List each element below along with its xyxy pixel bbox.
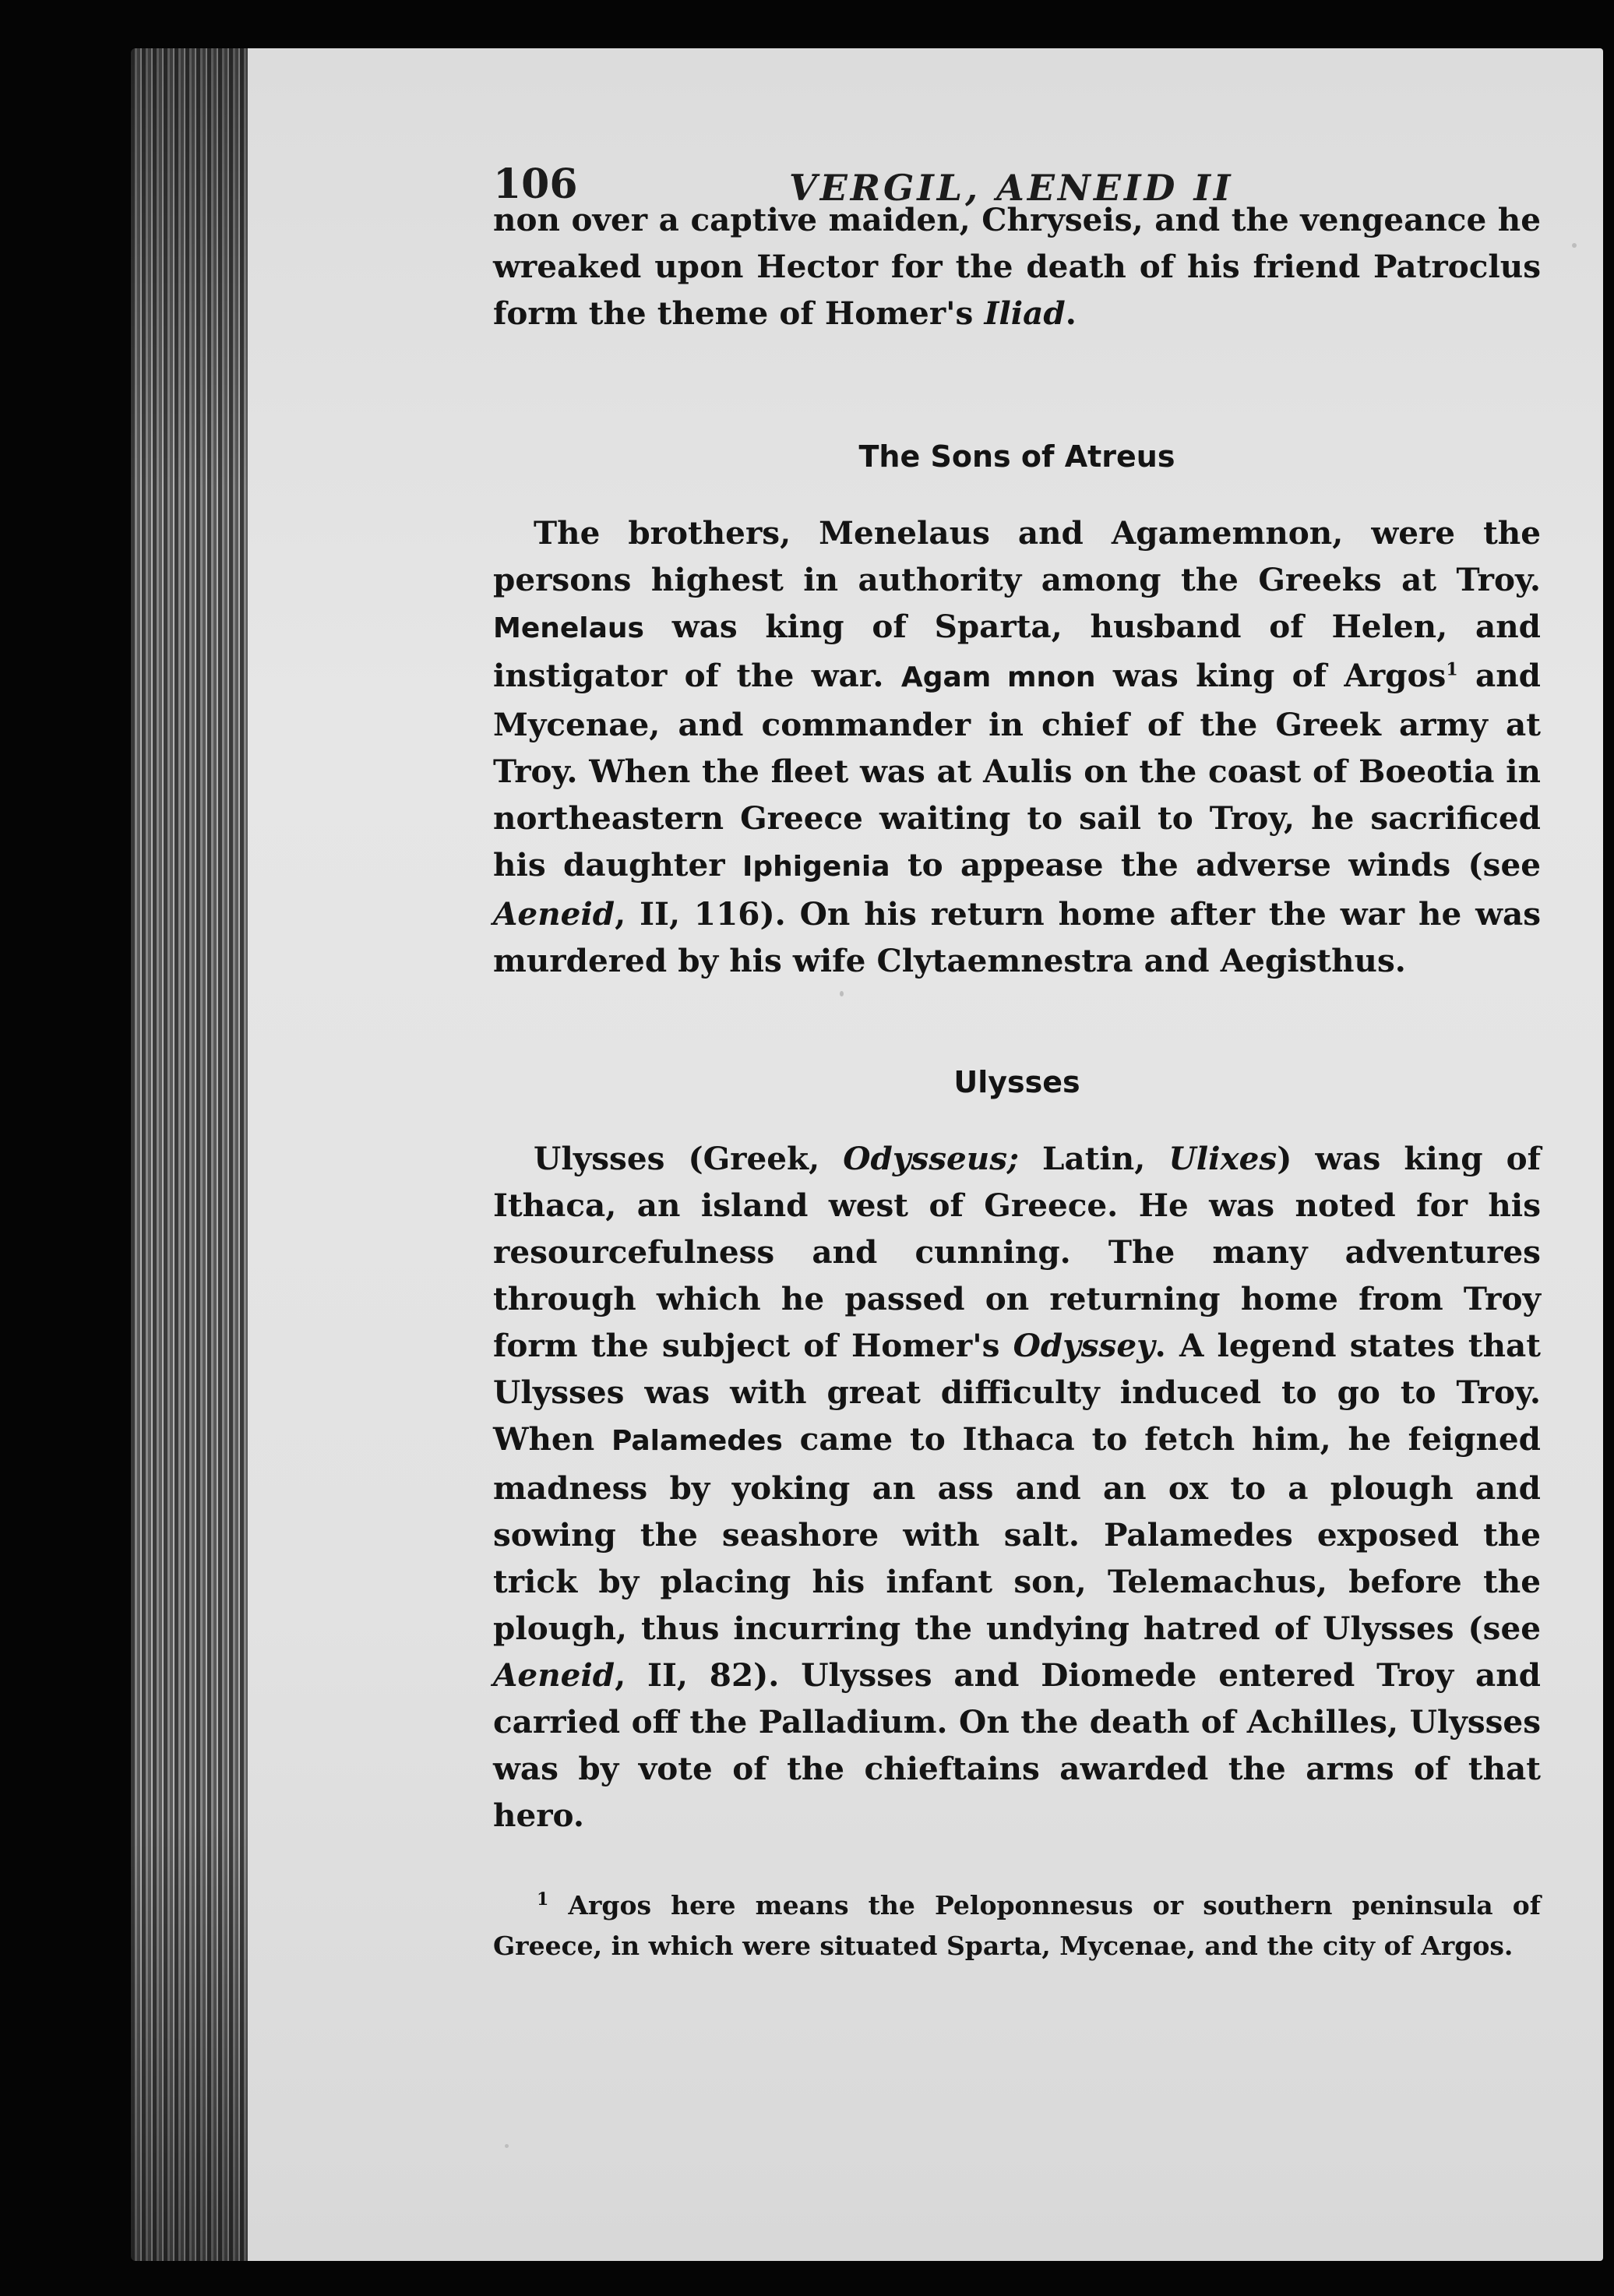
footnote-marker: 1: [1446, 659, 1458, 680]
atreus-text-4: and Mycenae, and commander in chief of the Greek army at Troy. When the fleet was at Aulis on the coast of Boeotia in northeastern Greece waiting to sail to Troy, he sacrificed his daughter: [493, 657, 1541, 883]
intro-text: non over a captive maiden, Chryseis, and the vengeance he wreaked upon Hector for the death of his friend Patroclus form the theme of Homer's: [493, 201, 1541, 332]
agamemnon-term: Agam mnon: [900, 661, 1096, 693]
atreus-text-1: The brothers, Menelaus and Agamemnon, were the persons highest in authority among the Greeks at Troy.: [493, 514, 1541, 598]
palamedes-term: Palamedes: [611, 1425, 783, 1457]
atreus-text-3: was king of Argos: [1095, 657, 1447, 694]
ulysses-text-3: ) was king of Ithaca, an island west of Greece. He was noted for his resourcefulness and cunning. The many adventures through which he passed on returning home from Troy form the subject of Homer's: [493, 1140, 1542, 1364]
iphigenia-term: Iphigenia: [742, 851, 890, 883]
ulixes-term: Ulixes: [1168, 1140, 1277, 1177]
ulysses-text-5: came to Ithaca to fetch him, he feigned madness by yoking an ass and an ox to a plough and sowing the seashore with salt. Palamedes exposed the trick by placing his infant son, Telemachus, before the plough, thus incurring the undying hatred of Ulysses (see: [493, 1420, 1541, 1647]
page-edges: [131, 48, 255, 2261]
iliad-title: Iliad: [984, 294, 1066, 332]
paragraph-sons-of-atreus: [493, 510, 1541, 984]
intro-paragraph: [493, 196, 1541, 337]
page-speck: [1572, 243, 1577, 248]
paragraph-ulysses: [493, 1135, 1541, 1839]
footnote-text: Argos here means the Peloponnesus or southern peninsula of Greece, in which were situated Sparta, Mycenae, and the city of Argos.: [493, 1890, 1541, 1961]
section-heading-ulysses: Ulysses: [953, 1065, 1080, 1099]
aeneid-reference: Aeneid: [493, 1656, 615, 1694]
running-head: [493, 111, 1541, 209]
footnote-number: 1: [537, 1889, 549, 1910]
book-page: [248, 48, 1603, 2261]
page-speck: [505, 2144, 509, 2148]
ulysses-text-4: . A legend states that Ulysses was with great difficulty induced to go to Troy. When: [493, 1327, 1541, 1458]
odyssey-title: Odyssey: [1013, 1327, 1155, 1364]
ulysses-text-2: Latin,: [1018, 1140, 1169, 1177]
atreus-text-5: to appease the adverse winds (see: [890, 846, 1541, 883]
page-content: [493, 111, 1541, 1992]
section-heading-sons-of-atreus: The Sons of Atreus: [858, 439, 1175, 474]
intro-end: .: [1065, 294, 1077, 332]
menelaus-term: Menelaus: [493, 612, 644, 644]
ulysses-text-6: , II, 82). Ulysses and Diomede entered Troy and carried off the Palladium. On the death of Achilles, Ulysses was by vote of the chieftains awarded the arms of that hero.: [493, 1656, 1541, 1834]
atreus-text-6: , II, 116). On his return home after the war he was murdered by his wife Clytaemnestra and Aegisthus.: [493, 895, 1541, 979]
page-number: 106: [493, 160, 578, 208]
atreus-text-2: was king of Sparta, husband of Helen, and instigator of the war.: [493, 608, 1541, 694]
body-text: [493, 196, 1541, 1966]
running-title: VERGIL, AENEID II: [789, 167, 1234, 209]
aeneid-reference: Aeneid: [493, 895, 615, 933]
ulysses-text-1: Ulysses (Greek,: [534, 1140, 844, 1177]
odysseus-term: Odysseus;: [843, 1140, 1019, 1177]
footnote: [493, 1885, 1541, 1966]
